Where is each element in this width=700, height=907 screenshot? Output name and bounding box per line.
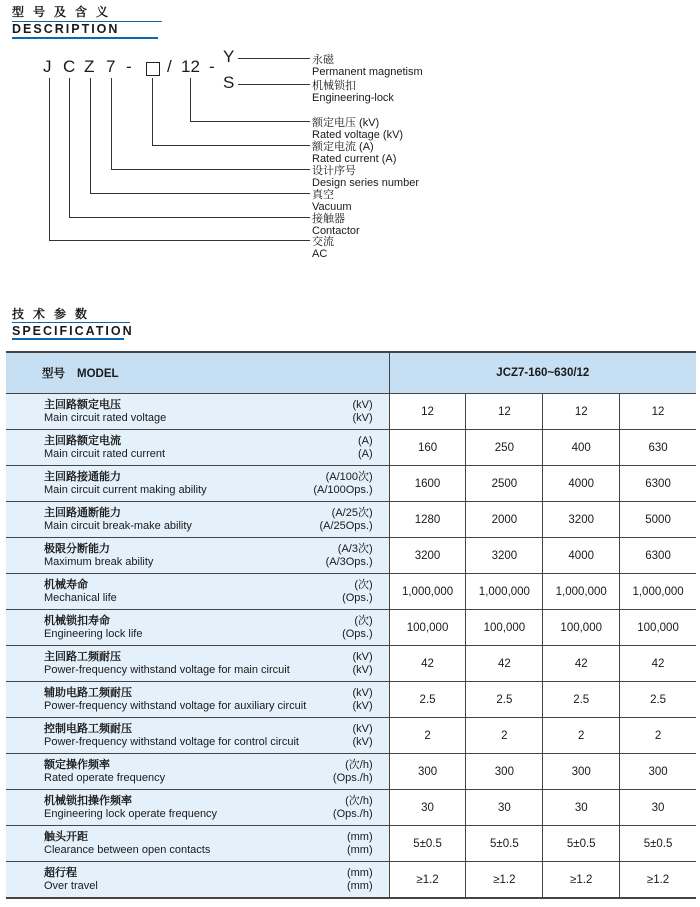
header-rule	[12, 322, 130, 323]
meaning-cn: 真空	[312, 189, 334, 201]
meaning-cn: 永磁	[312, 54, 334, 66]
value-cell: 300	[466, 754, 543, 790]
value-cell: 300	[389, 754, 466, 790]
code-char-z: Z	[84, 57, 95, 76]
value-cell: 6300	[620, 538, 696, 574]
value-cell: 2500	[466, 466, 543, 502]
value-cell: 2000	[466, 502, 543, 538]
param-name-cn: 极限分断能力	[44, 542, 110, 555]
param-name-en: Power-frequency withstand voltage for control circuit	[44, 735, 299, 748]
meaning-en: AC	[312, 248, 328, 260]
param-unit-cn: (次)	[354, 578, 373, 591]
param-name-cn: 主回路接通能力	[44, 470, 121, 483]
value-cell: 2	[543, 718, 620, 754]
value-cell: 2.5	[389, 682, 466, 718]
value-cell: 5±0.5	[389, 826, 466, 862]
meaning-en: Rated voltage (kV)	[312, 129, 404, 141]
param-unit-en: (kV)	[352, 699, 373, 712]
value-cell: 2.5	[543, 682, 620, 718]
meaning-cn: 额定电流 (A)	[312, 141, 374, 153]
value-cell: 2	[389, 718, 466, 754]
param-unit-cn: (A/25次)	[331, 506, 373, 519]
code-dash-1: -	[126, 57, 132, 76]
table-row	[6, 646, 696, 682]
value-cell: ≥1.2	[620, 862, 696, 899]
value-cell: 3200	[466, 538, 543, 574]
param-label-cell	[6, 790, 389, 826]
value-cell: 1,000,000	[466, 574, 543, 610]
param-unit-cn: (A/100次)	[325, 470, 373, 483]
value-cell: 2.5	[466, 682, 543, 718]
param-name-en: Engineering lock operate frequency	[44, 807, 218, 820]
meaning-cn: 机械锁扣	[312, 80, 356, 92]
leader-line	[90, 78, 91, 193]
value-cell: 100,000	[389, 610, 466, 646]
meaning-en: Rated current (A)	[312, 153, 397, 165]
code-voltage-12: 12	[181, 57, 200, 76]
header-rule	[12, 338, 124, 340]
model-header-cell	[6, 352, 389, 394]
param-unit-cn: (mm)	[346, 866, 373, 879]
model-header-en: MODEL	[77, 368, 119, 380]
value-cell: 5±0.5	[543, 826, 620, 862]
value-cell: 42	[389, 646, 466, 682]
param-label-cell	[6, 502, 389, 538]
param-unit-cn: (kV)	[352, 722, 373, 735]
meaning-ac	[312, 236, 334, 260]
param-name-en: Power-frequency withstand voltage for main circuit	[44, 663, 290, 676]
param-unit-en: (kV)	[352, 735, 373, 748]
param-name-cn: 主回路工频耐压	[44, 650, 121, 663]
param-unit-cn: (次)	[354, 614, 373, 627]
table-row	[6, 826, 696, 862]
value-cell: 42	[620, 646, 696, 682]
param-label-cell	[6, 394, 389, 430]
param-label-cell	[6, 466, 389, 502]
param-name-en: Main circuit rated current	[44, 447, 166, 460]
param-unit	[333, 795, 373, 821]
value-cell: 42	[466, 646, 543, 682]
param-name-cn: 超行程	[44, 866, 77, 879]
table-header-row	[6, 352, 696, 394]
param-unit-cn: (kV)	[352, 650, 373, 663]
param-label-cell	[6, 826, 389, 862]
value-cell: ≥1.2	[466, 862, 543, 899]
param-name-cn: 触头开距	[44, 830, 88, 843]
value-cell: 12	[620, 394, 696, 430]
value-cell: 1600	[389, 466, 466, 502]
value-cell: 30	[620, 790, 696, 826]
description-title-cn: 型号及含义	[12, 5, 118, 19]
param-unit	[347, 831, 373, 857]
value-cell: 2	[620, 718, 696, 754]
leader-line	[49, 240, 310, 241]
spec-title-cn: 技术参数	[12, 307, 97, 321]
model-code-diagram	[0, 0, 700, 300]
leader-line	[90, 193, 310, 194]
leader-line	[190, 78, 191, 121]
param-unit	[358, 435, 373, 461]
meaning-rated-voltage	[312, 117, 403, 141]
value-cell: ≥1.2	[543, 862, 620, 899]
param-label-cell	[6, 862, 389, 899]
param-unit-en: (Ops./h)	[332, 771, 373, 784]
value-cell: ≥1.2	[389, 862, 466, 899]
param-unit	[352, 399, 372, 425]
param-unit	[319, 507, 372, 533]
table-row	[6, 862, 696, 899]
meaning-en: Design series number	[312, 177, 419, 189]
leader-line	[69, 217, 310, 218]
param-unit-en: (A/100Ops.)	[313, 483, 373, 496]
param-unit-cn: (A/3次)	[337, 542, 373, 555]
code-suffix-s: S	[223, 73, 235, 92]
code-suffix-y: Y	[223, 47, 235, 66]
series-header-cell: JCZ7-160~630/12	[389, 352, 696, 394]
param-unit-en: (kV)	[352, 411, 373, 424]
param-unit	[313, 471, 372, 497]
current-placeholder-box	[146, 62, 160, 76]
code-char-7: 7	[106, 57, 116, 76]
value-cell: 42	[543, 646, 620, 682]
param-unit-en: (A/3Ops.)	[325, 555, 373, 568]
value-cell: 1280	[389, 502, 466, 538]
meaning-design-series	[312, 165, 419, 189]
value-cell: 1,000,000	[543, 574, 620, 610]
value-cell: 630	[620, 430, 696, 466]
param-unit-en: (A)	[357, 447, 373, 460]
param-label-cell	[6, 430, 389, 466]
param-name-cn: 主回路额定电流	[44, 434, 121, 447]
meaning-en: Contactor	[312, 225, 360, 237]
param-name-en: Over travel	[44, 879, 98, 892]
param-unit	[352, 687, 372, 713]
leader-line	[238, 58, 310, 59]
param-unit-en: (mm)	[346, 843, 373, 856]
param-unit-cn: (mm)	[346, 830, 373, 843]
value-cell: 400	[543, 430, 620, 466]
meaning-contactor	[312, 213, 360, 237]
table-row	[6, 574, 696, 610]
meaning-rated-current	[312, 141, 396, 165]
param-name-en: Main circuit current making ability	[44, 483, 207, 496]
param-name-en: Power-frequency withstand voltage for auxiliary circuit	[44, 699, 307, 712]
param-unit-cn: (次/h)	[345, 794, 373, 807]
param-unit	[326, 543, 373, 569]
value-cell: 12	[466, 394, 543, 430]
param-unit	[352, 723, 372, 749]
value-cell: 4000	[543, 466, 620, 502]
param-unit-cn: (A)	[357, 434, 373, 447]
meaning-cn: 交流	[312, 236, 334, 248]
param-label-cell	[6, 610, 389, 646]
param-label-cell	[6, 574, 389, 610]
param-unit-en: (kV)	[352, 663, 373, 676]
value-cell: 5±0.5	[466, 826, 543, 862]
param-unit-en: (Ops.)	[342, 591, 373, 604]
leader-line	[111, 169, 310, 170]
param-label-cell	[6, 538, 389, 574]
table-row	[6, 430, 696, 466]
spec-title-en: SPECIFICATION	[12, 324, 134, 338]
param-unit	[352, 651, 372, 677]
table-row	[6, 682, 696, 718]
leader-line	[69, 78, 70, 217]
table-row	[6, 718, 696, 754]
spec-table	[6, 351, 696, 899]
param-name-en: Rated operate frequency	[44, 771, 166, 784]
table-row	[6, 502, 696, 538]
value-cell: 160	[389, 430, 466, 466]
param-name-en: Maximum break ability	[44, 555, 154, 568]
param-unit	[342, 579, 373, 605]
meaning-permanent-magnetism	[312, 54, 423, 78]
table-row	[6, 610, 696, 646]
leader-line	[190, 121, 310, 122]
spec-section-header	[12, 307, 134, 338]
param-unit	[342, 615, 373, 641]
param-unit-en: (A/25Ops.)	[319, 519, 373, 532]
param-name-cn: 控制电路工频耐压	[44, 722, 132, 735]
param-unit-en: (Ops.)	[342, 627, 373, 640]
param-unit-en: (mm)	[346, 879, 373, 892]
meaning-en: Vacuum	[312, 201, 352, 213]
param-unit	[347, 867, 373, 893]
value-cell: 30	[543, 790, 620, 826]
param-name-cn: 额定操作频率	[44, 758, 110, 771]
param-name-en: Main circuit break-make ability	[44, 519, 192, 532]
code-char-j: J	[43, 57, 52, 76]
meaning-en: Engineering-lock	[312, 92, 394, 104]
param-name-en: Engineering lock life	[44, 627, 143, 640]
param-label-cell	[6, 646, 389, 682]
param-label-cell	[6, 682, 389, 718]
value-cell: 100,000	[620, 610, 696, 646]
param-name-cn: 辅助电路工频耐压	[44, 686, 132, 699]
param-unit-cn: (次/h)	[345, 758, 373, 771]
param-name-cn: 机械锁扣寿命	[44, 614, 110, 627]
code-dash-2: -	[209, 57, 215, 76]
leader-line	[152, 145, 310, 146]
param-name-en: Main circuit rated voltage	[44, 411, 167, 424]
leader-line	[49, 78, 50, 240]
value-cell: 1,000,000	[620, 574, 696, 610]
param-name-en: Clearance between open contacts	[44, 843, 211, 856]
param-label-cell	[6, 718, 389, 754]
param-label-cell	[6, 754, 389, 790]
value-cell: 4000	[543, 538, 620, 574]
param-name-cn: 主回路通断能力	[44, 506, 121, 519]
table-row	[6, 754, 696, 790]
value-cell: 6300	[620, 466, 696, 502]
value-cell: 2.5	[620, 682, 696, 718]
param-name-en: Mechanical life	[44, 591, 117, 604]
table-row	[6, 466, 696, 502]
code-slash: /	[167, 57, 172, 76]
value-cell: 100,000	[543, 610, 620, 646]
meaning-cn: 设计序号	[312, 165, 356, 177]
value-cell: 3200	[543, 502, 620, 538]
meaning-cn: 额定电压 (kV)	[312, 117, 380, 129]
value-cell: 1,000,000	[389, 574, 466, 610]
meaning-engineering-lock	[312, 80, 394, 104]
param-unit-en: (Ops./h)	[332, 807, 373, 820]
value-cell: 3200	[389, 538, 466, 574]
description-title-en: DESCRIPTION	[12, 22, 120, 36]
table-row	[6, 394, 696, 430]
param-unit	[333, 759, 373, 785]
leader-line	[111, 78, 112, 169]
leader-line	[152, 78, 153, 145]
param-unit-cn: (kV)	[352, 686, 373, 699]
value-cell: 12	[543, 394, 620, 430]
value-cell: 12	[389, 394, 466, 430]
param-name-cn: 主回路额定电压	[44, 398, 121, 411]
value-cell: 250	[466, 430, 543, 466]
table-row	[6, 538, 696, 574]
value-cell: 300	[543, 754, 620, 790]
meaning-cn: 接触器	[312, 213, 345, 225]
table-row	[6, 790, 696, 826]
value-cell: 5±0.5	[620, 826, 696, 862]
param-name-cn: 机械锁扣操作频率	[44, 794, 132, 807]
value-cell: 2	[466, 718, 543, 754]
meaning-en: Permanent magnetism	[312, 66, 423, 78]
value-cell: 30	[389, 790, 466, 826]
model-header-cn: 型号	[42, 368, 65, 380]
param-name-cn: 机械寿命	[44, 578, 88, 591]
leader-line	[238, 84, 310, 85]
value-cell: 30	[466, 790, 543, 826]
value-cell: 300	[620, 754, 696, 790]
value-cell: 5000	[620, 502, 696, 538]
code-char-c: C	[63, 57, 76, 76]
param-unit-cn: (kV)	[352, 398, 373, 411]
meaning-vacuum	[312, 189, 352, 213]
value-cell: 100,000	[466, 610, 543, 646]
